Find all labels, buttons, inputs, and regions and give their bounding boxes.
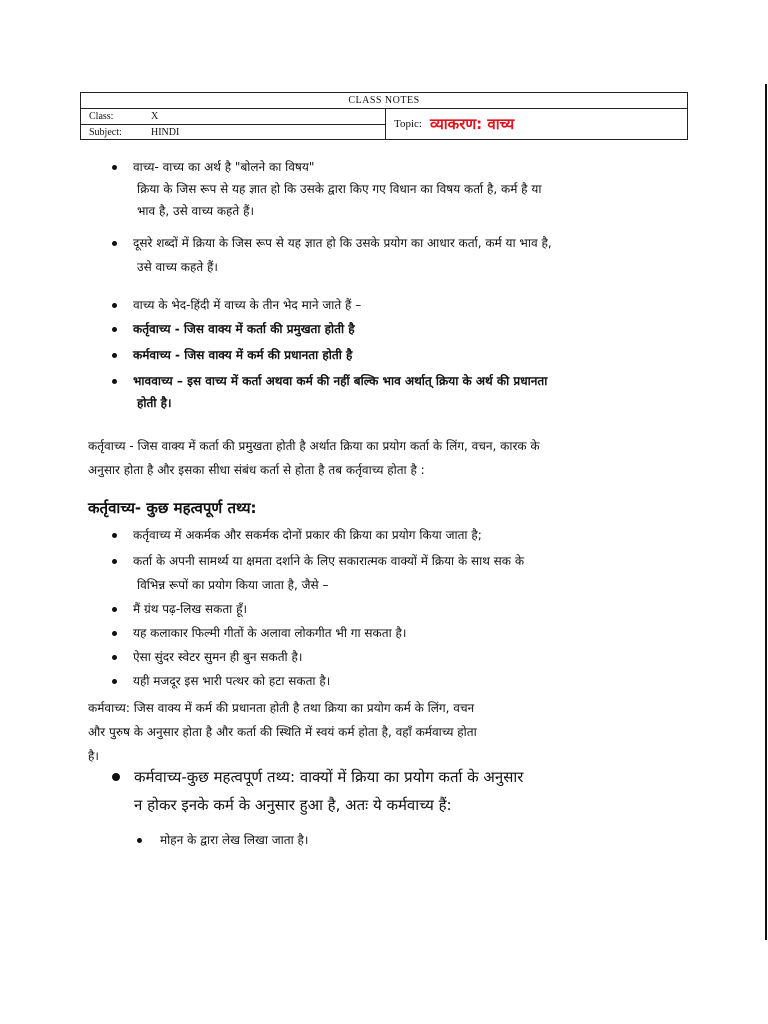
karm-example-bullet [137,838,142,843]
intro-bullet: वाच्य- वाच्य का अर्थ है "बोलने का विषय" [112,156,314,178]
topic-label: Topic: [394,118,422,130]
karm-facts-bullet [112,773,120,781]
karm-facts-line-1: कर्मवाच्य-कुछ महत्वपूर्ण तथ्य: वाक्यों में क्रिया का प्रयोग कर्ता के अनुसार [134,768,524,786]
types-intro-bullet: वाच्य के भेद-हिंदी में वाच्य के तीन भेद माने जाते हैं – [112,294,361,316]
kartri-fact-5: ऐसा सुंदर स्वेटर सुमन ही बुन सकती है। [112,646,302,668]
bhav-type-bullet: भाववाच्य – इस वाच्य में कर्ता अथवा कर्म की नहीं बल्कि भाव अर्थात् क्रिया के अर्थ की प्रधानता [112,370,547,392]
kartri-para-line-2: अनुसार होता है और इसका सीधा संबंध कर्ता से होता है तब कर्तृवाच्य होता है : [88,463,425,477]
karm-facts-line-2: न होकर इनके कर्म के अनुसार हुआ है, अतः ये कर्मवाच्य हैं: [134,796,452,814]
karm-para-line-3: है। [88,749,99,763]
kartri-para-line-1: कर्तृवाच्य - जिस वाक्य में कर्ता की प्रमुखता होती है अर्थात क्रिया का प्रयोग कर्ता के लिंग, वचन, कारक के [88,439,540,453]
kartri-type-bullet: कर्तृवाच्य - जिस वाक्य में कर्ता की प्रमुखता होती है [112,318,355,340]
karm-para-line-1: कर्मवाच्य: जिस वाक्य में कर्म की प्रधानता होती है तथा क्रिया का प्रयोग कर्म के लिंग, वचन [88,701,475,715]
karm-example: मोहन के द्वारा लेख लिखा जाता है। [160,833,309,847]
kartri-fact-3: मैं ग्रंथ पढ़-लिख सकता हूँ। [112,598,247,620]
kartri-fact-4: यह कलाकार फिल्मी गीतों के अलावा लोकगीत भी गा सकता है। [112,622,406,644]
header-title: CLASS NOTES [81,93,687,109]
kartri-fact-2: कर्ता के अपनी सामर्थ्य या क्षमता दर्शाने के लिए सकारात्मक वाक्यों में क्रिया के साथ सक के [112,550,524,572]
intro-line-3: भाव है, उसे वाच्य कहते हैं। [137,204,255,218]
bhav-type-line-2: होती है। [137,396,172,410]
subject-row [81,125,385,140]
class-row [81,109,385,125]
karm-type-bullet: कर्मवाच्य - जिस वाक्य में कर्म की प्रधानता होती है [112,344,352,366]
kartri-heading: कर्तृवाच्य- कुछ महत्वपूर्ण तथ्य: [88,499,257,517]
topic-value: व्याकरण: वाच्य [429,115,515,133]
kartri-fact-2-line-2: विभिन्न रूपों का प्रयोग किया जाता है, जैसे – [137,578,329,592]
intro-line-2: क्रिया के जिस रूप से यह ज्ञात हो कि उसके द्वारा किए गए विधान का विषय कर्ता है, कर्म है या [137,182,542,196]
class-label: Class: [89,111,114,122]
second-bullet: दूसरे शब्दों में क्रिया के जिस रूप से यह ज्ञात हो कि उसके प्रयोग का आधार कर्ता, कर्म या भाव है, [112,232,552,254]
class-notes-header [80,92,688,140]
page-right-border [765,84,767,940]
kartri-fact-6: यही मजदूर इस भारी पत्थर को हटा सकता है। [112,670,330,692]
kartri-fact-1: कर्तृवाच्य में अकर्मक और सकर्मक दोनों प्रकार की क्रिया का प्रयोग किया जाता है; [112,524,482,546]
second-line-2: उसे वाच्य कहते हैं। [137,260,218,274]
karm-para-line-2: और पुरुष के अनुसार होता है और कर्ता की स्थिति में स्वयं कर्म होता है, वहाँ कर्मवाच्य होता [88,725,477,739]
topic-cell [386,109,687,139]
class-value: X [151,111,159,122]
subject-value: HINDI [151,127,180,138]
subject-label: Subject: [89,127,122,138]
